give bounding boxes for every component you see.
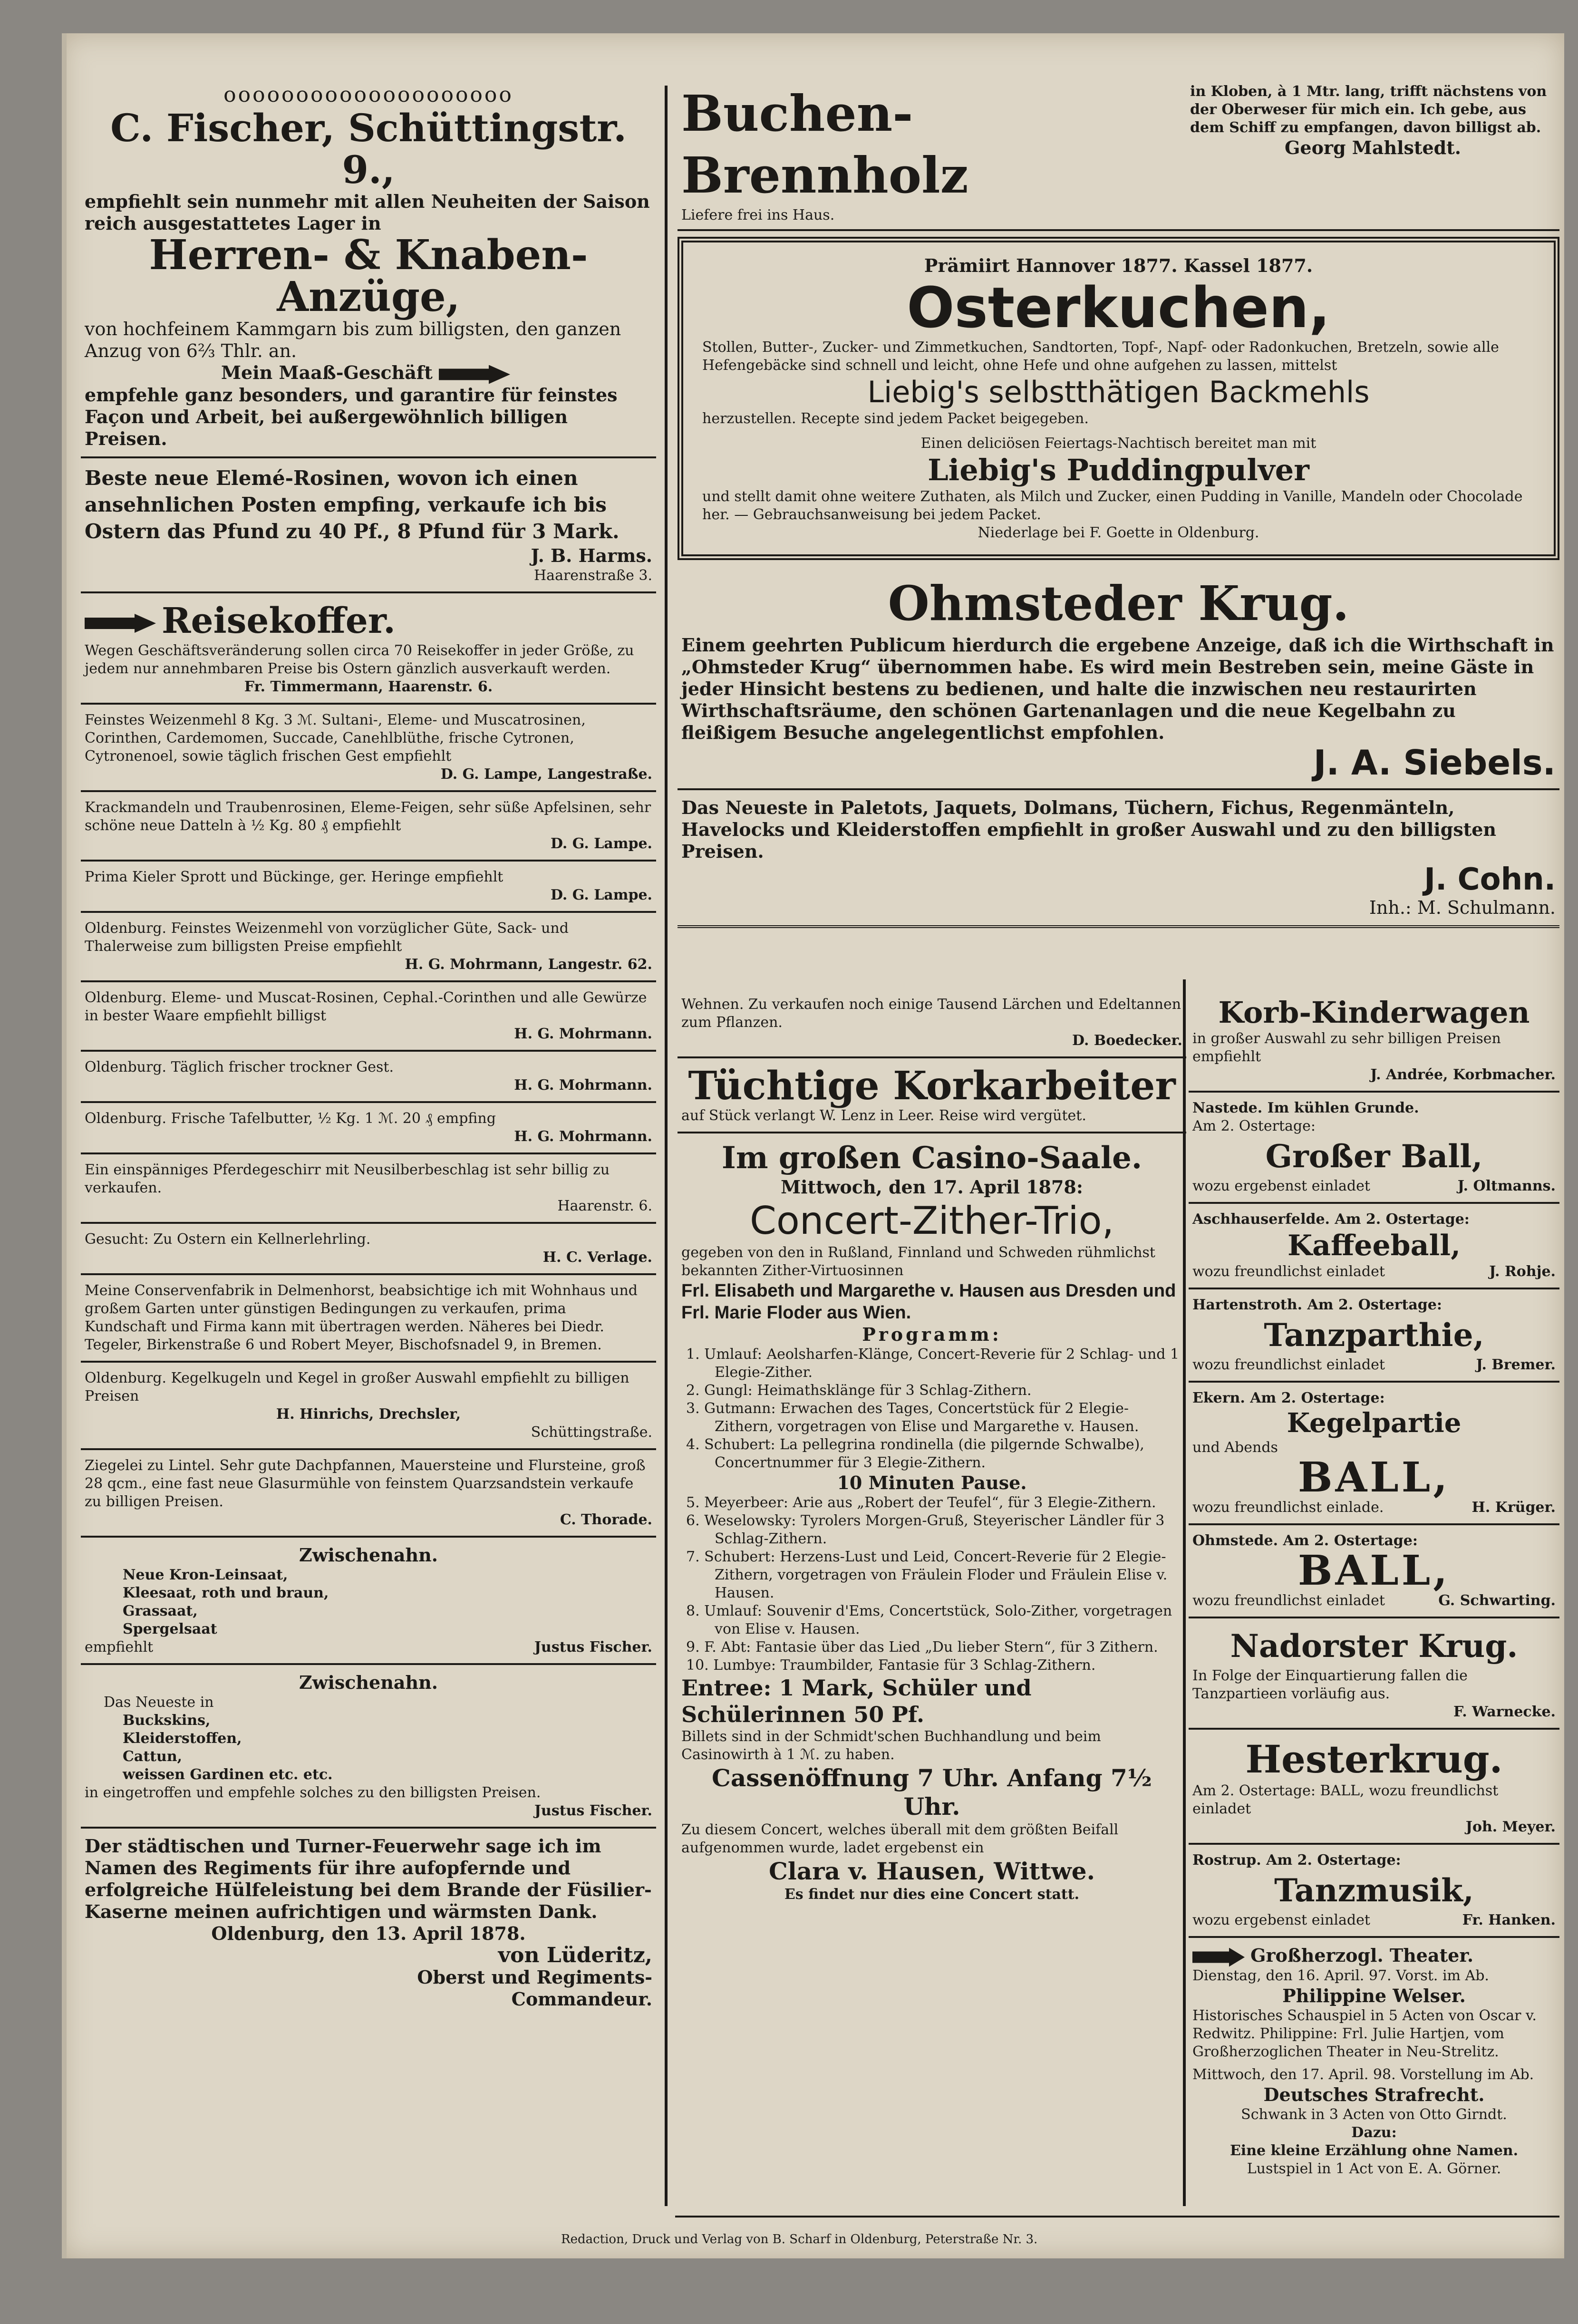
ad-headline: Hesterkrug.: [1245, 1737, 1503, 1782]
ad-signature: H. G. Mohrmann.: [514, 1025, 652, 1042]
list-item: Kleiderstoffen,: [123, 1730, 242, 1747]
ad-lampe-1: [81, 705, 656, 792]
ad-text: wozu ergebenst einladet: [1192, 1912, 1370, 1928]
list-item: Neue Kron-Leinsaat,: [123, 1566, 288, 1583]
ad-text: Feinstes Weizenmehl 8 Kg. 3 ℳ. Sultani-, Eleme- und Muscatrosinen, Corinthen, Cardemomen, Succade, Canehlblüthe, frische Cytronen, Cytronenoel, sowie täglich frischen Gest empfiehlt: [85, 711, 586, 765]
ad-headline: C. Fischer, Schüttingstr. 9.,: [110, 106, 627, 192]
ad-fischer: [81, 76, 656, 458]
ad-mohrmann-1: [81, 913, 656, 982]
list-item: Buckskins,: [123, 1712, 211, 1729]
ad-mohrmann-4: [81, 1103, 656, 1154]
ad-text: empfiehlt: [85, 1638, 154, 1656]
middle-column: [678, 989, 1186, 1910]
ad-date: Mittwoch, den 17. April. 98. Vorstellung im Ab.: [1192, 2066, 1534, 2083]
ad-signature: J. Rohje.: [1489, 1263, 1556, 1280]
ad-text: In Folge der Einquartierung fallen die Tanzpartieen vorläufig aus.: [1192, 1667, 1468, 1702]
ad-text: Am 2. Ostertage: BALL, wozu freundlichst einladet: [1192, 1782, 1499, 1817]
ad-date: Dienstag, den 16. April. 97. Vorst. im Ab.: [1192, 1967, 1489, 1984]
play-title: Philippine Welser.: [1282, 1985, 1466, 2006]
ad-text: Wehnen. Zu verkaufen noch einige Tausend Lärchen und Edeltannen zum Pflanzen.: [681, 996, 1181, 1031]
program-item: 6. Weselowsky: Tyrolers Morgen-Gruß, Steyerischer Ländler für 3 Schlag-Zithern.: [686, 1512, 1165, 1547]
ad-headline: Zwischenahn.: [299, 1671, 438, 1693]
imprint-footer: Redaction, Druck und Verlag von B. Scharf in Oldenburg, Peterstraße Nr. 3.: [561, 2232, 1038, 2247]
program-item: 5. Meyerbeer: Arie aus „Robert der Teufel“, für 3 Elegie-Zithern.: [686, 1494, 1156, 1511]
ad-signature: J. Cohn.: [1424, 862, 1556, 897]
program-item: 8. Umlauf: Souvenir d'Ems, Concertstück, Solo-Zither, vorgetragen von Elise v. Hausen.: [686, 1603, 1172, 1637]
ad-headline: Tüchtige Korkarbeiter: [688, 1063, 1176, 1109]
newspaper-page: [62, 33, 1564, 2258]
ad-text: wozu freundlichst einladet: [1192, 1592, 1385, 1609]
ad-headline: Osterkuchen,: [907, 275, 1330, 340]
play-title: Eine kleine Erzählung ohne Namen.: [1229, 2142, 1519, 2159]
ad-headline: Zwischenahn.: [299, 1544, 438, 1566]
ad-text: wozu freundlichst einlade.: [1192, 1499, 1384, 1516]
ad-mahlstedt: [678, 76, 1559, 231]
ad-signature: J. Bremer.: [1476, 1356, 1556, 1373]
top-ads: [678, 76, 1559, 928]
ad-text: Einen deliciösen Feiertags-Nachtisch bereitet man mit: [920, 435, 1317, 452]
ad-date: Am 2. Ostertage:: [1192, 1118, 1316, 1134]
ad-headline: Nadorster Krug.: [1230, 1627, 1518, 1665]
ad-headline: Korb-Kinderwagen: [1218, 995, 1530, 1030]
ad-signature: G. Schwarting.: [1438, 1592, 1556, 1609]
ad-schwarting: [1189, 1525, 1559, 1618]
ad-signature: H. G. Mohrmann.: [514, 1076, 652, 1094]
ad-place: Hartenstroth. Am 2. Ostertage:: [1192, 1297, 1442, 1313]
ad-goette-box: [678, 237, 1559, 560]
ad-subhead: Prämiirt Hannover 1877. Kassel 1877.: [924, 255, 1313, 276]
list-item: Kleesaat, roth und braun,: [123, 1584, 329, 1601]
ad-signature: H. G. Mohrmann, Langestr. 62.: [405, 956, 652, 973]
program-item: 9. F. Abt: Fantasie über das Lied „Du lieber Stern“, für 3 Zithern.: [686, 1639, 1158, 1656]
program-item: 4. Schubert: La pellegrina rondinella (die pilgernde Schwalbe), Concertnummer für 3 Elegie-Zithern.: [686, 1436, 1144, 1471]
ad-warnecke: [1189, 1618, 1559, 1730]
column-rule: [665, 86, 668, 2206]
ad-signature: D. Boedecker.: [1072, 1032, 1182, 1049]
ad-text: empfehle ganz besonders, und garantire für feinstes Façon und Arbeit, bei außergewöhnlich billigen Preisen.: [85, 384, 618, 449]
ad-krueger: [1189, 1383, 1559, 1525]
ad-text: Zu diesem Concert, welches überall mit dem größten Beifall aufgenommen wurde, ladet ergebenst ein: [681, 1821, 1119, 1856]
ad-cohn: [678, 790, 1559, 928]
ad-mohrmann-3: [81, 1052, 656, 1103]
pointing-hand-icon: [85, 614, 156, 633]
ad-text: gegeben von den in Rußland, Finnland und Schweden rühmlichst bekannten Zither-Virtuosinnen: [681, 1244, 1155, 1279]
ad-address: Schüttingstraße.: [531, 1423, 652, 1441]
ad-signature: Fr. Timmermann, Haarenstr. 6.: [244, 678, 493, 695]
pointing-hand-icon: [439, 365, 510, 384]
list-item: Cattun,: [123, 1748, 183, 1765]
ad-date: Mittwoch, den 17. April 1878:: [781, 1176, 1083, 1198]
ad-text: Oldenburg. Feinstes Weizenmehl von vorzüglicher Güte, Sack- und Thalerweise zum billigsten Preise empfiehlt: [85, 920, 569, 955]
ad-signature: H. Hinrichs, Drechsler,: [276, 1405, 461, 1423]
ad-theater: [1189, 1938, 1559, 2185]
program-heading: Programm:: [862, 1324, 1002, 1345]
ad-boedecker: [678, 989, 1186, 1058]
ad-text: in großer Auswahl zu sehr billigen Preisen empfiehlt: [1192, 1030, 1501, 1065]
ad-headline: Reisekoffer.: [162, 600, 396, 641]
page-edge: [62, 33, 67, 2258]
ad-signature: D. G. Lampe, Langestraße.: [440, 765, 652, 783]
ad-text: Lustspiel in 1 Act von E. A. Görner.: [1247, 2160, 1501, 2177]
ad-subhead: Mein Maaß-Geschäft: [221, 362, 433, 383]
ad-text: Oldenburg. Täglich frischer trockner Gest.: [85, 1058, 394, 1075]
ad-text: Das Neueste in Paletots, Jaquets, Dolmans, Tüchern, Fichus, Regenmänteln, Havelocks und Kleiderstoffen empfiehlt in großer Auswahl und zu den billigsten Preisen.: [681, 797, 1497, 862]
footer-rule: [675, 2216, 1559, 2217]
ad-signature: Justus Fischer.: [534, 1802, 652, 1819]
event-name: Tanzmusik,: [1274, 1872, 1474, 1909]
ad-text: und Abends: [1192, 1439, 1278, 1456]
ad-signature: Clara v. Hausen, Wittwe.: [768, 1857, 1095, 1885]
ad-luederitz: [81, 1829, 656, 2017]
ad-text: Ziegelei zu Lintel. Sehr gute Dachpfannen, Mauersteine und Flursteine, groß 28 qcm., eine fast neue Glasurmühle von feinstem Quarzsandstein verkaufe zu billigen Preisen.: [85, 1457, 646, 1510]
ad-mohrmann-2: [81, 982, 656, 1052]
event-name: Kaffeeball,: [1288, 1229, 1461, 1262]
ad-address: Haarenstraße 3.: [534, 567, 652, 584]
ad-hanken: [1189, 1845, 1559, 1938]
ad-text: Schwank in 3 Acten von Otto Girndt.: [1241, 2106, 1507, 2123]
ad-text: Gesucht: Zu Ostern ein Kellnerlehrling.: [85, 1230, 371, 1248]
ad-text: empfiehlt sein nunmehr mit allen Neuheiten der Saison reich ausgestattetes Lager in: [85, 191, 650, 234]
ad-signature: H. C. Verlage.: [542, 1249, 652, 1266]
ad-rohje: [1189, 1204, 1559, 1289]
ad-text: Oldenburg. Kegelkugeln und Kegel in großer Auswahl empfiehlt zu billigen Preisen: [85, 1369, 629, 1404]
ad-text: Krackmandeln und Traubenrosinen, Eleme-Feigen, sehr süße Apfelsinen, sehr schöne neue Datteln à ½ Kg. 80 ₰ empfiehlt: [85, 799, 651, 834]
ad-place: Ekern. Am 2. Ostertage:: [1192, 1390, 1385, 1406]
ad-date: Oldenburg, den 13. April 1878.: [211, 1922, 526, 1944]
ad-pferdegeschirr: [81, 1154, 656, 1224]
list-item: Grassaat,: [123, 1602, 198, 1619]
ad-text: auf Stück verlangt W. Lenz in Leer. Reise wird vergütet.: [681, 1107, 1086, 1124]
ad-text: Wegen Geschäftsveränderung sollen circa 70 Reisekoffer in jeder Größe, zu jedem nur annehmbaren Preise bis Ostern gänzlich ausverkauft werden.: [85, 642, 634, 677]
ad-text: von hochfeinem Kammgarn bis zum billigsten, den ganzen Anzug von 6⅔ Thlr. an.: [85, 319, 621, 361]
ad-place: Nastede. Im kühlen Grunde.: [1192, 1100, 1419, 1116]
ad-signature: Joh. Meyer.: [1465, 1819, 1556, 1835]
ad-signature: J. Andrée, Korbmacher.: [1370, 1066, 1556, 1083]
ad-andree: [1189, 989, 1559, 1093]
ad-signature: H. G. Mohrmann.: [514, 1128, 652, 1145]
ad-siebels: [678, 566, 1559, 790]
event-name: Tanzparthie,: [1264, 1317, 1484, 1354]
ad-title: Oberst und Regiments-: [417, 1966, 652, 1988]
program-item: 1. Umlauf: Aeolsharfen-Klänge, Concert-Reverie für 2 Schlag- und 1 Elegie-Zither.: [686, 1346, 1180, 1381]
program-item: 3. Gutmann: Erwachen des Tages, Concertstück für 2 Elegie-Zithern, vorgetragen von Elise und Margarethe v. Hausen.: [686, 1400, 1139, 1435]
left-column: [81, 76, 656, 2017]
ad-text: Beste neue Elemé-Rosinen, wovon ich einen ansehnlichen Posten empfing, verkaufe ich bis Ostern das Pfund zu 40 Pf., 8 Pfund für 3 Mark.: [85, 466, 620, 543]
ad-text: Billets sind in der Schmidt'schen Buchhandlung und beim Casinowirth à 1 ℳ. zu haben.: [681, 1728, 1101, 1763]
ad-signature: F. Warnecke.: [1453, 1704, 1556, 1720]
concert-title: Concert-Zither-Trio,: [749, 1199, 1114, 1243]
ad-harms: [81, 458, 656, 593]
ad-fischer-textiles: [81, 1665, 656, 1829]
ad-headline: Buchen-Brennholz: [681, 84, 968, 204]
program-item: 10 Minuten Pause.: [837, 1472, 1027, 1493]
ad-signature: J. Oltmanns.: [1457, 1178, 1556, 1194]
ad-bremer: [1189, 1289, 1559, 1383]
ad-signature: D. G. Lampe.: [550, 835, 652, 852]
ad-place: Aschhauserfelde. Am 2. Ostertage:: [1192, 1211, 1470, 1228]
event-name: BALL,: [1297, 1547, 1451, 1595]
ad-signature: C. Thorade.: [560, 1511, 652, 1528]
ad-text: Meine Conservenfabrik in Delmenhorst, beabsichtige ich mit Wohnhaus und großem Garten unter günstigen Bedingungen zu verkaufen, prima Kundschaft und Firma kann mit übertragen werden. Näheres bei Diedr. Tegeler, Birkenstraße 6 und Robert Meyer, Bischofsnadel 9, in Bremen.: [85, 1282, 638, 1353]
ad-text: wozu freundlichst einladet: [1192, 1263, 1385, 1280]
ad-headline: Im großen Casino-Saale.: [721, 1140, 1142, 1176]
artists: Frl. Elisabeth und Margarethe v. Hausen aus Dresden und Frl. Marie Floder aus Wien.: [681, 1281, 1176, 1323]
ad-signature: D. G. Lampe.: [550, 886, 652, 903]
ad-headline: Ohmsteder Krug.: [888, 575, 1349, 631]
ad-title: Commandeur.: [511, 1988, 652, 2010]
ad-signature: von Lüderitz,: [498, 1943, 652, 1967]
ad-text: wozu ergebenst einladet: [1192, 1178, 1370, 1194]
play-title: Deutsches Strafrecht.: [1263, 2083, 1485, 2105]
program-item: 7. Schubert: Herzens-Lust und Leid, Concert-Reverie für 2 Elegie-Zithern, vorgetragen von Fräulein Floder und Fräulein Elise v. Hausen.: [686, 1549, 1168, 1601]
ad-text: Einem geehrten Publicum hierdurch die ergebene Anzeige, daß ich die Wirthschaft in „Ohmsteder Krug“ übernommen habe. Es wird mein Bestreben sein, meine Gäste in jeder Hinsicht bestens zu bedienen, und halte die inzwischen neu restaurirten Wirthschaftsräume, den schönen Gartenanlagen und die neue Kegelbahn zu fleißigem Besuche angelegentlichst empfohlen.: [681, 634, 1554, 743]
ad-signature: J. A. Siebels.: [1313, 743, 1556, 783]
right-column: [1189, 989, 1559, 2185]
concert-times: Cassenöffnung 7 Uhr. Anfang 7½ Uhr.: [712, 1764, 1152, 1820]
list-item: Spergelsaat: [123, 1620, 217, 1637]
ad-text: Der städtischen und Turner-Feuerwehr sage ich im Namen des Regiments für ihre aufopfernde und erfolgreiche Hülfeleistung bei dem Brande der Füsilier-Kaserne meinen aufrichtigen und wärmsten Dank.: [85, 1835, 652, 1922]
ad-text: wozu freundlichst einladet: [1192, 1356, 1385, 1373]
ad-text: Oldenburg. Eleme- und Muscat-Rosinen, Cephal.-Corinthen und alle Gewürze in bester Waare empfiehlt billigst: [85, 989, 647, 1024]
entry-price: Entree: 1 Mark, Schüler und Schülerinnen 50 Pf.: [681, 1675, 1032, 1727]
ad-text: Prima Kieler Sprott und Bückinge, ger. Heringe empfiehlt: [85, 868, 503, 885]
ad-text: Ein einspänniges Pferdegeschirr mit Neusilberbeschlag ist sehr billig zu verkaufen.: [85, 1161, 610, 1196]
ad-fischer-seeds: [81, 1538, 656, 1665]
ad-signature: Justus Fischer.: [534, 1638, 652, 1656]
ad-place: Rostrup. Am 2. Ostertage:: [1192, 1852, 1401, 1869]
ad-text: Historisches Schauspiel in 5 Acten von Oscar v. Redwitz. Philippine: Frl. Julie Hartjen, vom Großherzoglichen Theater in Neu-Strelitz.: [1192, 2007, 1537, 2060]
ad-signature: Georg Mahlstedt.: [1284, 137, 1462, 158]
ad-owner: Inh.: M. Schulmann.: [1369, 897, 1556, 918]
ad-reisekoffer: [81, 593, 656, 705]
ad-signature: H. Krüger.: [1472, 1499, 1556, 1516]
ad-text: in eingetroffen und empfehle solches zu den billigsten Preisen.: [85, 1784, 541, 1801]
ad-signature: J. B. Harms.: [531, 544, 652, 566]
ad-text: Das Neueste in: [104, 1694, 214, 1711]
ad-text: Stollen, Butter-, Zucker- und Zimmetkuchen, Sandtorten, Topf-, Napf- oder Radonkuchen, Bretzeln, sowie alle Hefengebäcke sind schnell und leicht, ohne Hefe und ohne aufgehen zu lassen, mittelst: [702, 339, 1499, 374]
event-name: BALL,: [1297, 1453, 1451, 1501]
ad-oltmanns: [1189, 1093, 1559, 1204]
ad-text: in Kloben, à 1 Mtr. lang, trifft nächstens von der Oberweser für mich ein. Ich gebe, aus dem Schiff zu empfangen, davon billigst ab.: [1190, 83, 1547, 136]
ad-tegeler: [81, 1275, 656, 1363]
ad-casino-concert: [678, 1133, 1186, 1910]
program-item: 2. Gungl: Heimathsklänge für 3 Schlag-Zithern.: [686, 1382, 1032, 1399]
ad-note: Es findet nur dies eine Concert statt.: [784, 1886, 1080, 1903]
ad-headline: Großherzogl. Theater.: [1250, 1945, 1474, 1966]
ad-thorade: [81, 1450, 656, 1538]
ad-verlage: [81, 1224, 656, 1275]
ad-lampe-2: [81, 792, 656, 862]
ad-hinrichs: [81, 1363, 656, 1450]
ad-text: und stellt damit ohne weitere Zuthaten, als Milch und Zucker, einen Pudding in Vanille, Mandeln oder Chocolade her. — Gebrauchsanweisung bei jedem Packet.: [702, 488, 1523, 523]
product-name: Liebig's selbstthätigen Backmehls: [867, 375, 1370, 409]
event-name: Kegelpartie: [1287, 1407, 1462, 1439]
program-item: 10. Lumbye: Traumbilder, Fantasie für 3 Schlag-Zithern.: [686, 1657, 1096, 1674]
list-item: weissen Gardinen etc. etc.: [123, 1766, 333, 1783]
ornament-border: oooooooooooooooooooo: [223, 83, 513, 107]
ad-text: Liefere frei ins Haus.: [681, 207, 835, 223]
ad-address: Haarenstr. 6.: [557, 1197, 652, 1214]
ad-text: herzustellen. Recepte sind jedem Packet beigegeben.: [702, 410, 1089, 427]
ad-meyer: [1189, 1730, 1559, 1845]
ad-text: Dazu:: [1351, 2124, 1397, 2141]
ad-lenz: [678, 1058, 1186, 1133]
ad-lampe-3: [81, 862, 656, 913]
ad-signature: Fr. Hanken.: [1462, 1912, 1556, 1928]
ad-headline: Herren- & Knaben-Anzüge,: [149, 231, 588, 321]
pointing-hand-icon: [1192, 1948, 1245, 1967]
event-name: Großer Ball,: [1265, 1138, 1483, 1175]
ad-text: Niederlage bei F. Goette in Oldenburg.: [978, 524, 1259, 541]
product-name: Liebig's Puddingpulver: [928, 453, 1309, 487]
ad-text: Oldenburg. Frische Tafelbutter, ½ Kg. 1 ℳ. 20 ₰ empfing: [85, 1110, 496, 1127]
ad-place: Ohmstede. Am 2. Ostertage:: [1192, 1532, 1418, 1549]
